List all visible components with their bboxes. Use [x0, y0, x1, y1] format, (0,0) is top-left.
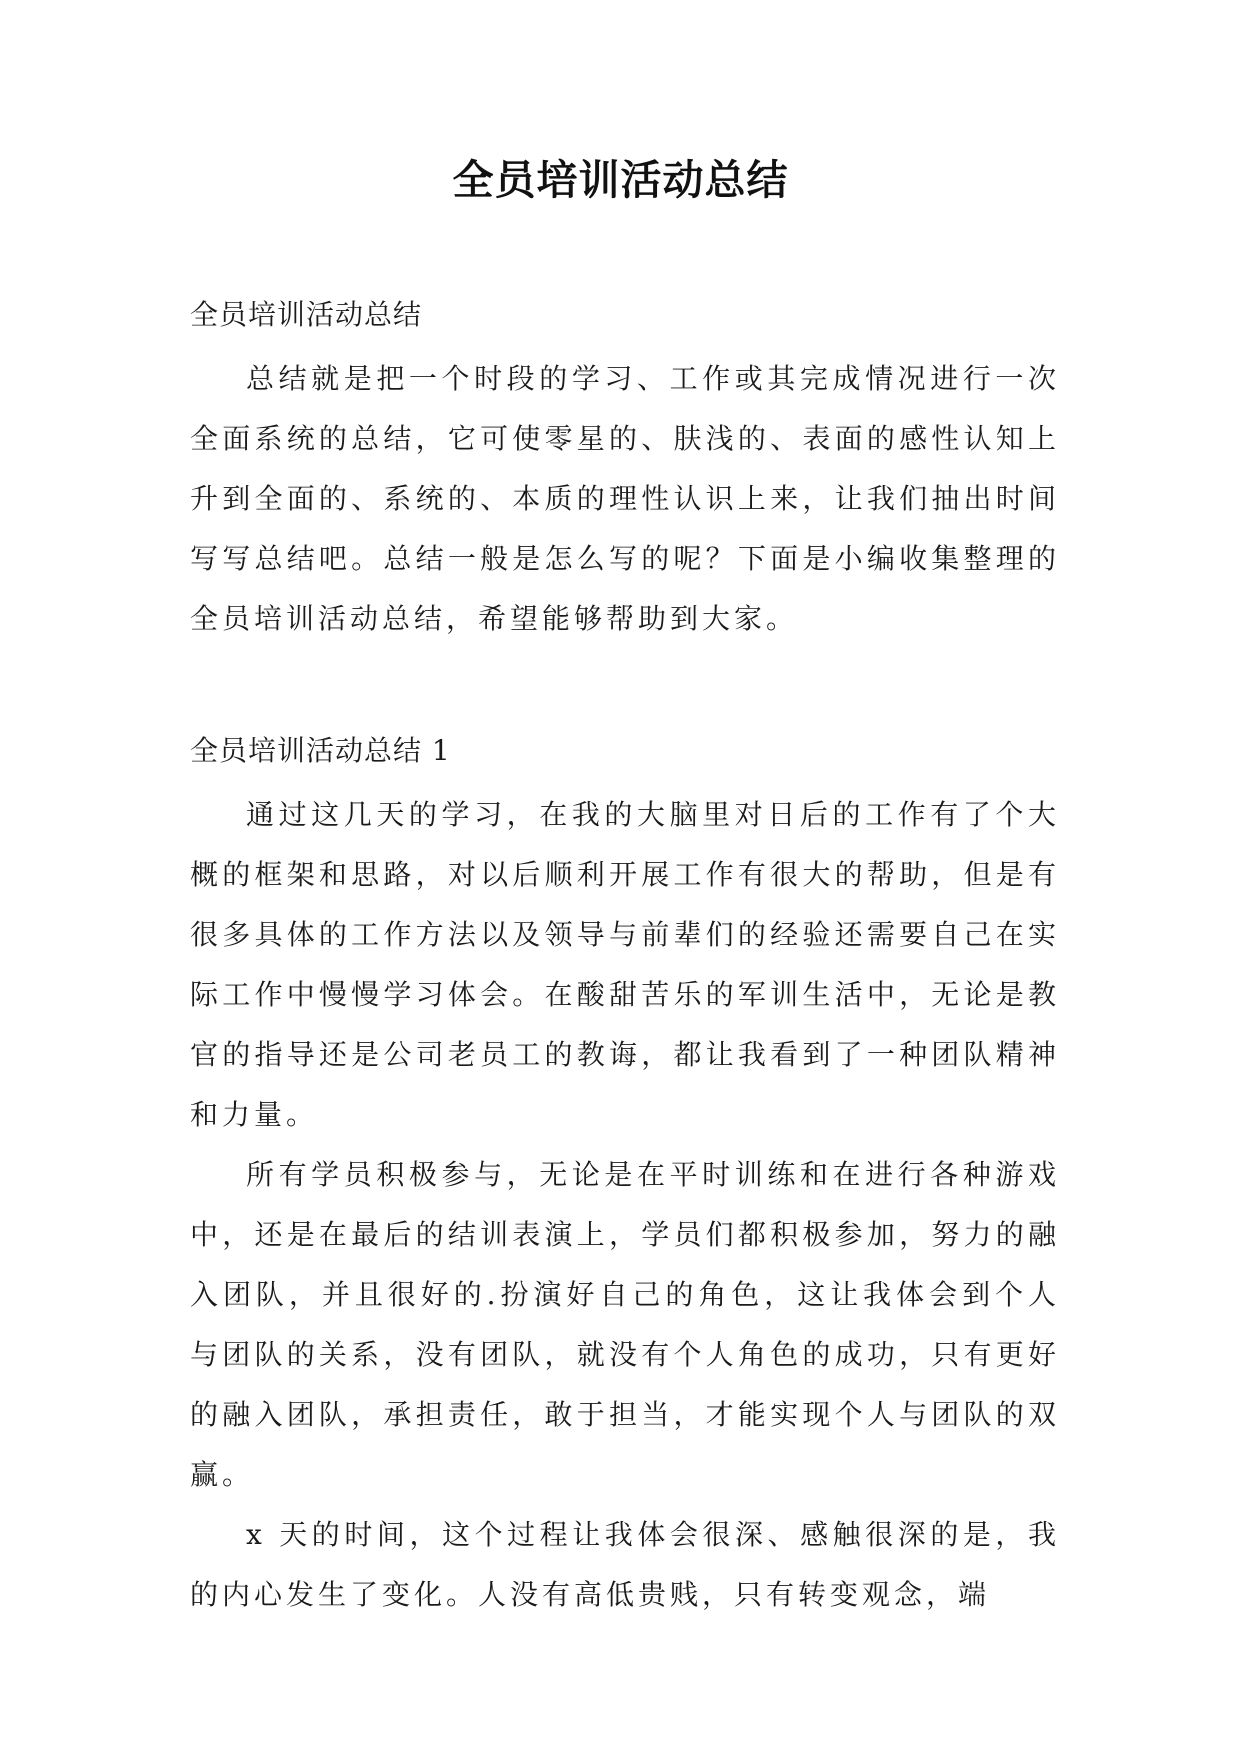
- section-1-paragraph-1: 通过这几天的学习，在我的大脑里对日后的工作有了个大概的框架和思路，对以后顺利开展工作有很大的帮助，但是有很多具体的工作方法以及领导与前辈们的经验还需要自己在实际工作中慢慢学习体会。在酸甜苦乐的军训生活中，无论是教官的指导还是公司老员工的教诲，都让我看到了一种团队精神和力量。: [190, 798, 1060, 1131]
- section-1-paragraph-2: 所有学员积极参与，无论是在平时训练和在进行各种游戏中，还是在最后的结训表演上，学员们都积极参加，努力的融入团队，并且很好的.扮演好自己的角色，这让我体会到个人与团队的关系，没有团队，就没有个人角色的成功，只有更好的融入团队，承担责任，敢于担当，才能实现个人与团队的双赢。: [190, 1158, 1060, 1491]
- section-1-heading: 全员培训活动总结 1: [190, 734, 451, 767]
- document-body: [190, 285, 1060, 1625]
- intro-heading: 全员培训活动总结: [190, 298, 423, 331]
- document-title: 全员培训活动总结: [452, 156, 789, 204]
- intro-paragraph: 总结就是把一个时段的学习、工作或其完成情况进行一次全面系统的总结，它可使零星的、肤浅的、表面的感性认知上升到全面的、系统的、本质的理性认识上来，让我们抽出时间写写总结吧。总结一般是怎么写的呢？下面是小编收集整理的全员培训活动总结，希望能够帮助到大家。: [190, 362, 1060, 635]
- section-1-paragraph-3: x 天的时间，这个过程让我体会很深、感触很深的是，我的内心发生了变化。人没有高低贵贱，只有转变观念，端: [190, 1518, 1060, 1611]
